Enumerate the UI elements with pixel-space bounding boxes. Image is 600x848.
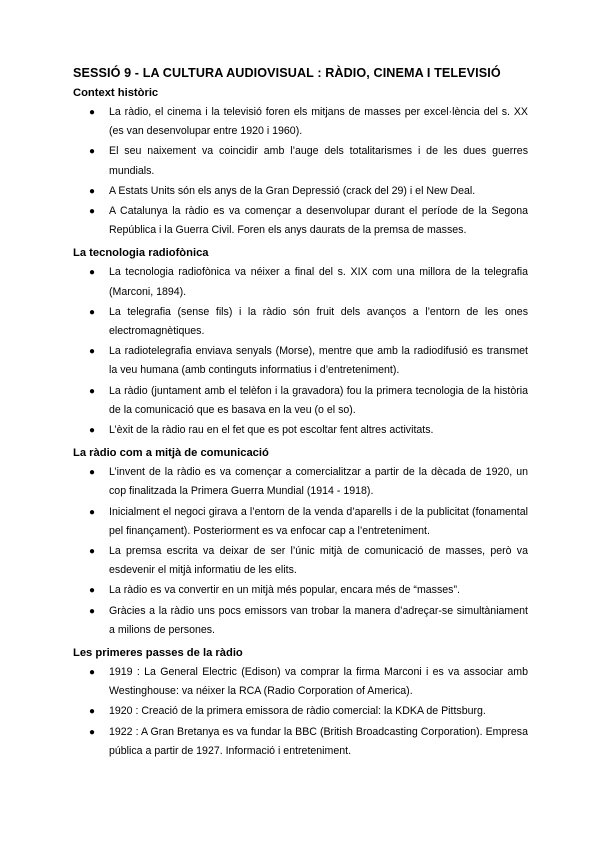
list-item-text: La radiotelegrafia enviava senyals (Morse), mentre que amb la radiodifusió es transmet la veu humana (amb continguts informatius i d’entreteniment). <box>109 345 528 377</box>
list-item <box>73 182 528 201</box>
section <box>73 247 528 440</box>
list-item-text: El seu naixement va coincidir amb l’auge dels totalitarismes i de les dues guerres mundials. <box>109 145 528 177</box>
bullet-icon: ● <box>89 667 96 679</box>
section-heading: Context històric <box>73 87 159 99</box>
list-item-text: La ràdio (juntament amb el telèfon i la gravadora) fou la primera tecnologia de la història de la comunicació que es basava en la veu (o el so). <box>109 384 528 416</box>
bullet-icon: ● <box>89 467 96 479</box>
list-item <box>73 342 528 380</box>
list-item-text: La telegrafia (sense fils) i la ràdio són fruit dels avanços a l’entorn de les ones electromagnètiques. <box>109 305 528 338</box>
document-page <box>73 66 528 768</box>
bullet-icon: ● <box>89 706 96 718</box>
bullet-icon: ● <box>89 585 96 597</box>
bullet-icon: ● <box>89 107 96 118</box>
sections <box>73 87 528 761</box>
list-item-text: Gràcies a la ràdio uns pocs emissors van trobar la manera d’adreçar-se simultàniament a milions de persones. <box>109 604 528 636</box>
list-item <box>73 542 528 580</box>
list-item-text: 1920 : Creació de la primera emissora de ràdio comercial: la KDKA de Pittsburg. <box>109 705 486 718</box>
bullet-icon: ● <box>89 506 96 518</box>
list-item <box>73 263 528 301</box>
list-item-text: A Estats Units són els anys de la Gran Depressió (crack del 29) i el New Deal. <box>109 184 476 197</box>
list-item <box>73 581 528 600</box>
list-item-text: La tecnologia radiofònica va néixer a final del s. XIX com una millora de la telegrafia (Marconi, 1894). <box>109 266 528 298</box>
bullet-icon: ● <box>89 385 96 397</box>
list-item <box>73 421 528 440</box>
list-item <box>73 663 528 701</box>
bullet-list <box>73 263 528 440</box>
section-heading: La tecnologia radiofònica <box>73 247 209 260</box>
list-item <box>73 382 528 420</box>
section <box>73 447 528 640</box>
list-item <box>73 702 528 721</box>
bullet-icon: ● <box>89 605 96 617</box>
list-item-text: A Catalunya la ràdio es va començar a desenvolupar durant el període de la Segona República i la Guerra Civil. Foren els anys daurats de la premsa de masses. <box>109 205 528 237</box>
bullet-list <box>73 103 528 240</box>
list-item <box>73 602 528 640</box>
section-heading: La ràdio com a mitjà de comunicació <box>73 447 269 460</box>
bullet-icon: ● <box>89 306 96 318</box>
bullet-icon: ● <box>89 206 96 218</box>
list-item-text: Inicialment el negoci girava a l’entorn de la venda d’aparells i de la publicitat (fonamental pel finançament). Posteriorment es va enfocar cap a l’entreteniment. <box>109 505 528 537</box>
bullet-icon: ● <box>89 546 96 558</box>
list-item <box>73 303 528 341</box>
list-item <box>73 202 528 240</box>
bullet-list <box>73 463 528 640</box>
bullet-icon: ● <box>89 267 96 279</box>
section <box>73 87 528 240</box>
list-item <box>73 503 528 541</box>
list-item-text: La premsa escrita va deixar de ser l’únic mitjà de comunicació de masses, però va esdevenir el mitjà informatiu de les elits. <box>109 545 528 577</box>
bullet-icon: ● <box>89 726 96 738</box>
list-item <box>73 103 528 141</box>
section <box>73 647 528 761</box>
list-item-text: 1919 : La General Electric (Edison) va comprar la firma Marconi i es va associar amb Westinghouse: va néixer la RCA (Radio Corporation of America). <box>109 666 528 698</box>
list-item-text: L’èxit de la ràdio rau en el fet que es pot escoltar fent altres activitats. <box>109 424 434 437</box>
list-item <box>73 463 528 501</box>
bullet-icon: ● <box>89 346 96 358</box>
list-item-text: 1922 : A Gran Bretanya es va fundar la BBC (British Broadcasting Corporation). Empresa pública a partir de 1927. Informació i entreteniment. <box>109 725 528 757</box>
list-item-text: L’invent de la ràdio es va començar a comercialitzar a partir de la dècada de 1920, un cop finalitzada la Primera Guerra Mundial (1914 - 1918). <box>109 466 528 498</box>
bullet-list <box>73 663 528 761</box>
bullet-icon: ● <box>89 425 96 437</box>
list-item <box>73 723 528 761</box>
bullet-icon: ● <box>89 146 96 158</box>
section-heading: Les primeres passes de la ràdio <box>73 647 243 660</box>
bullet-icon: ● <box>89 185 96 197</box>
page-title: SESSIÓ 9 - LA CULTURA AUDIOVISUAL : RÀDIO, CINEMA I TELEVISIÓ <box>73 66 501 80</box>
list-item-text: La ràdio, el cinema i la televisió foren els mitjans de masses per excel·lència del s. XX (es van desenvolupar entre 1920 i 1960). <box>109 106 528 138</box>
list-item <box>73 142 528 180</box>
list-item-text: La ràdio es va convertir en un mitjà més popular, encara més de “masses”. <box>109 584 460 597</box>
